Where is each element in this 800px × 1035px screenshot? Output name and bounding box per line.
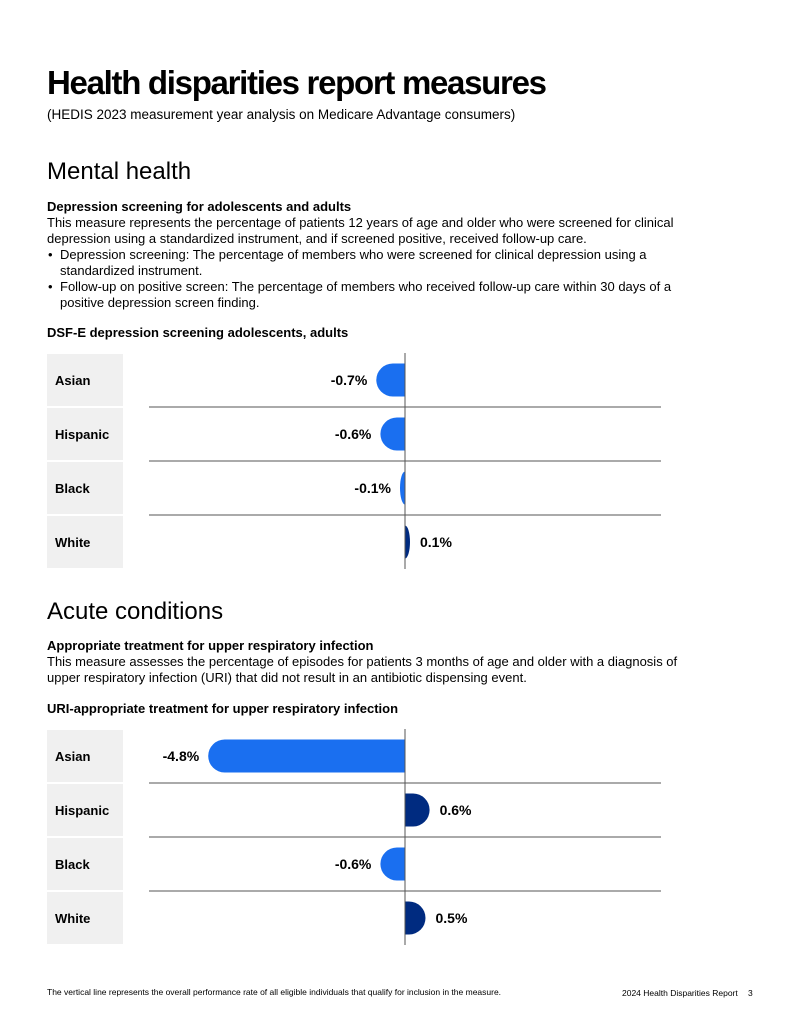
- value-label-white: 0.5%: [435, 910, 468, 926]
- bar-hispanic: [380, 418, 405, 451]
- row-label-asian: Asian: [55, 373, 91, 388]
- value-label-white: 0.1%: [420, 534, 452, 550]
- row-label-black: Black: [55, 481, 90, 496]
- row-label-black: Black: [55, 857, 90, 872]
- page-subtitle: (HEDIS 2023 measurement year analysis on Medicare Advantage consumers): [47, 107, 516, 122]
- value-label-hispanic: 0.6%: [439, 802, 472, 818]
- bar-white: [405, 902, 426, 935]
- measure-description-depression: This measure represents the percentage of patients 12 years of age and older who were screened for clinical depression using a standardized instrument, and if screened positive, received follow-up care.: [47, 215, 674, 246]
- bar-black: [400, 472, 405, 505]
- measure-title-depression: Depression screening for adolescents and adults: [47, 199, 352, 214]
- value-label-asian: -4.8%: [162, 748, 200, 764]
- chart-title-uri: URI-appropriate treatment for upper respiratory infection: [47, 701, 399, 716]
- row-label-asian: Asian: [55, 749, 91, 764]
- chart-1: [47, 353, 661, 569]
- bar-hispanic: [405, 794, 430, 827]
- bar-white: [405, 526, 410, 559]
- row-label-white: White: [55, 535, 91, 550]
- value-label-black: -0.6%: [334, 856, 372, 872]
- bar-black: [380, 848, 405, 881]
- row-label-white: White: [55, 911, 91, 926]
- measure-title-uri: Appropriate treatment for upper respiratory infection: [47, 638, 374, 653]
- section-heading-mental-health: Mental health: [47, 158, 192, 185]
- bullet-follow-up-positive-screen: • Follow-up on positive screen: The percentage of members who received follow-up care within 30 days of a positive depression screen finding.: [47, 279, 687, 311]
- report-name: 2024 Health Disparities Report: [622, 988, 738, 998]
- chart-title-dsf-e: DSF-E depression screening adolescents, adults: [47, 325, 349, 340]
- row-label-hispanic: Hispanic: [55, 803, 110, 818]
- bar-asian: [376, 364, 405, 397]
- measure-description-uri: This measure assesses the percentage of episodes for patients 3 months of age and older with a diagnosis of upper respiratory infection (URI) that did not result in an antibiotic dispensing event.: [47, 654, 678, 685]
- bullet-depression-screening: • Depression screening: The percentage of members who were screened for clinical depression using a standardized instrument.: [47, 247, 687, 279]
- bar-asian: [208, 740, 405, 773]
- row-label-hispanic: Hispanic: [55, 427, 110, 442]
- page-title: Health disparities report measures: [47, 64, 546, 101]
- value-label-asian: -0.7%: [330, 372, 368, 388]
- footnote: The vertical line represents the overall performance rate of all eligible individuals that qualify for inclusion in the measure.: [47, 987, 502, 997]
- page-number: 3: [748, 988, 753, 998]
- section-heading-acute-conditions: Acute conditions: [47, 598, 224, 625]
- chart-2: [47, 729, 661, 945]
- value-label-hispanic: -0.6%: [334, 426, 372, 442]
- value-label-black: -0.1%: [354, 480, 391, 496]
